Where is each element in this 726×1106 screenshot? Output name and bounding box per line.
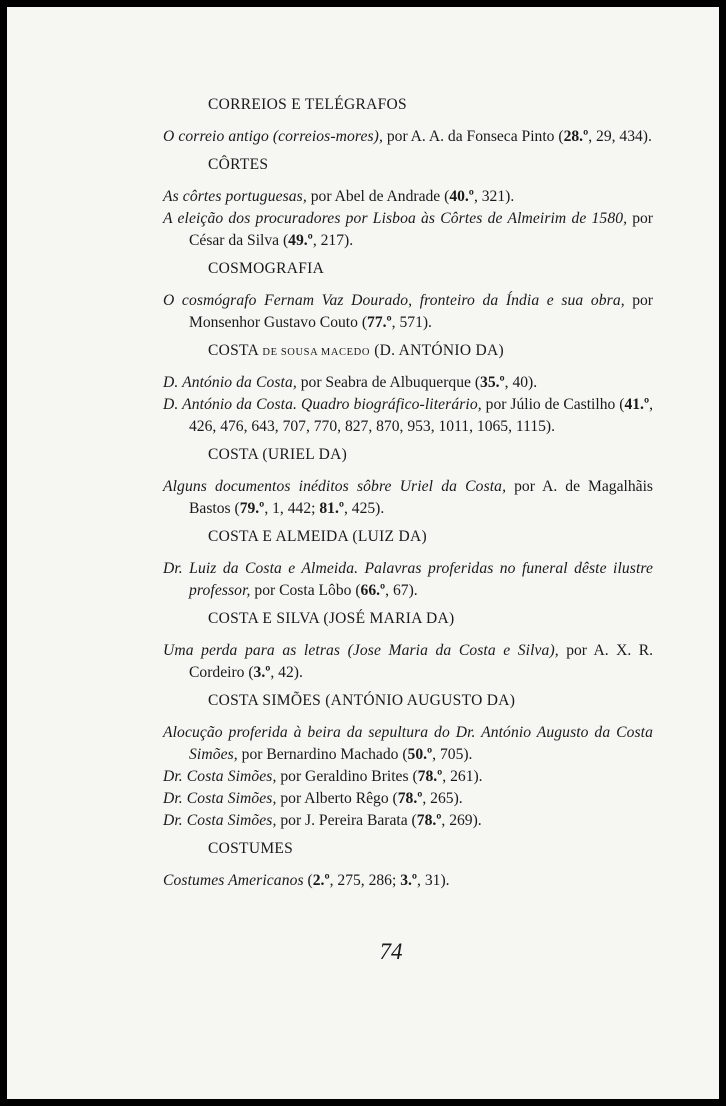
entry-author: por A. X. R. Cordeiro ( [189, 642, 653, 681]
index-entry [163, 208, 653, 252]
entry-pages: , 269). [441, 812, 482, 829]
entry-author: por A. A. da Fonseca Pinto ( [382, 128, 564, 145]
heading-main: COSTA [208, 342, 259, 359]
index-entry [163, 290, 653, 334]
entry-author: por Alberto Rêgo ( [276, 790, 398, 807]
section-heading: CORREIOS E TELÉGRAFOS [208, 96, 407, 113]
heading-tail: (D. ANTÓNIO DA) [374, 342, 504, 359]
entry-author: por A. de Magalhãis Bastos ( [189, 478, 653, 517]
entry-pages: , 426, 476, 643, 707, 770, 827, 870, 953, 1011, 1065, 1115). [189, 396, 653, 435]
entry-volume: 79.º [239, 500, 265, 517]
entry-volume: 35.º [480, 374, 505, 391]
entry-pages: , 42). [270, 664, 303, 681]
entry-title: O cosmógrafo Fernam Vaz Dourado, fronteiro da Índia e sua obra, [163, 292, 625, 309]
entry-author: por Júlio de Castilho ( [481, 396, 625, 413]
index-entry [163, 640, 653, 684]
entry-title: A eleição dos procuradores por Lisboa às Côrtes de Almeirim de 1580, [163, 210, 628, 227]
entry-pages: , 261). [442, 768, 483, 785]
entry-pages: , 29, 434). [588, 128, 652, 145]
entry-volume: 3.º [253, 664, 271, 681]
entry-volume: 78.º [416, 812, 442, 829]
index-entry [163, 870, 653, 892]
section-heading: COSTA E SILVA (JOSÉ MARIA DA) [208, 610, 455, 627]
entry-title: Dr. Costa Simões, [163, 812, 277, 829]
entry-volume: 49.º [288, 232, 313, 249]
entry-pages: , 40). [504, 374, 538, 391]
index-entry [163, 372, 653, 394]
entry-volume-2: 3.º [400, 872, 418, 889]
section-heading: CÔRTES [208, 156, 269, 173]
index-entry [163, 810, 653, 832]
entry-author: por Abel de Andrade ( [306, 188, 450, 205]
entry-volume: 77.º [367, 314, 392, 331]
index-entry [163, 476, 653, 520]
entry-pages: , 67). [385, 582, 418, 599]
entry-pages: , 265). [422, 790, 463, 807]
entry-pages: , 321). [473, 188, 515, 205]
section-heading: COSTA (URIEL DA) [208, 446, 348, 463]
section-heading: COSMOGRAFIA [208, 260, 325, 277]
entry-volume: 40.º [449, 188, 474, 205]
entry-volume: 41.º [624, 396, 650, 413]
entry-title: Alguns documentos inéditos sôbre Uriel da Costa, [163, 478, 507, 495]
entry-title: Dr. Luiz da Costa e Almeida. Palavras proferidas no funeral dêste ilustre professor, [163, 560, 653, 599]
index-entry [163, 126, 653, 148]
index-entry [163, 722, 653, 766]
entry-volume-2: 81.º [319, 500, 344, 517]
section-heading: COSTUMES [208, 840, 294, 857]
section-heading: COSTA SIMÕES (ANTÓNIO AUGUSTO DA) [208, 692, 516, 709]
entry-title: O correio antigo (correios-mores), [163, 128, 383, 145]
entry-pages: , 571). [391, 314, 432, 331]
index-entry [163, 788, 653, 810]
entry-volume: 78.º [417, 768, 443, 785]
section-heading: COSTA E ALMEIDA (LUIZ DA) [208, 528, 427, 545]
entry-author: por Monsenhor Gustavo Couto ( [189, 292, 653, 331]
entry-author: por Bernardino Machado ( [237, 746, 408, 763]
index-entry [163, 558, 653, 602]
section-heading [208, 340, 653, 362]
entry-title: Alocução proferida à beira da sepultura do Dr. António Augusto da Costa Simões, [163, 724, 653, 763]
entry-pages-2: , 31). [417, 872, 450, 889]
entry-volume: 28.º [563, 128, 589, 145]
entry-title: As côrtes portuguesas, [163, 188, 307, 205]
index-content [163, 94, 653, 892]
entry-volume: 78.º [397, 790, 423, 807]
entry-title: D. António da Costa, [163, 374, 297, 391]
entry-title: Costumes Americanos [163, 872, 304, 889]
entry-title: Uma perda para as letras (Jose Maria da Costa e Silva), [163, 642, 559, 659]
entry-pages: , 275, 286; [329, 872, 401, 889]
index-entry [163, 394, 653, 438]
entry-author: por César da Silva ( [189, 210, 653, 249]
entry-author: por J. Pereira Barata ( [276, 812, 417, 829]
entry-author: ( [303, 872, 313, 889]
page-number: 74 [379, 939, 403, 964]
entry-title: D. António da Costa. Quadro biográfico-literário, [163, 396, 482, 413]
heading-small-caps: DE SOUSA MACEDO [262, 347, 371, 358]
entry-volume: 2.º [312, 872, 330, 889]
entry-title: Dr. Costa Simões, [163, 790, 277, 807]
entry-title: Dr. Costa Simões, [163, 768, 277, 785]
entry-author: por Seabra de Albuquerque ( [296, 374, 481, 391]
entry-author: por Costa Lôbo ( [250, 582, 361, 599]
entry-pages: , 1, 442; [264, 500, 320, 517]
entry-pages: , 705). [432, 746, 473, 763]
index-entry [163, 766, 653, 788]
index-entry [163, 186, 653, 208]
entry-pages-2: , 425). [343, 500, 385, 517]
entry-volume: 66.º [360, 582, 386, 599]
document-page [7, 7, 719, 1099]
entry-pages: , 217). [312, 232, 354, 249]
entry-author: por Geraldino Brites ( [276, 768, 418, 785]
entry-volume: 50.º [407, 746, 433, 763]
